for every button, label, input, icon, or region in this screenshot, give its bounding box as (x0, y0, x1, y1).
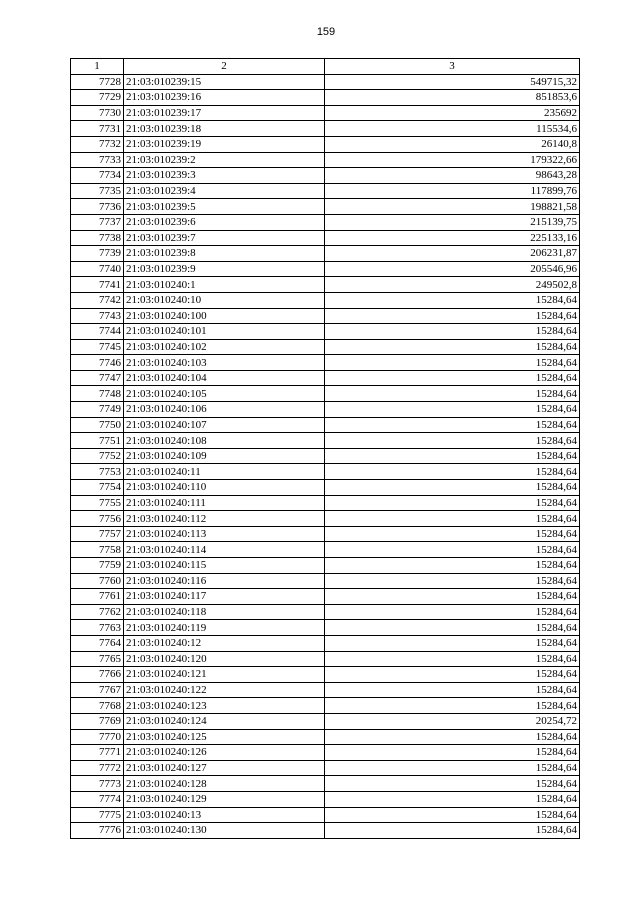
cadastral-number-cell: 21:03:010240:123 (124, 698, 325, 714)
cadastral-number-cell: 21:03:010240:122 (124, 682, 325, 698)
cadastral-number-cell: 21:03:010240:112 (124, 511, 325, 527)
cadastral-number-cell: 21:03:010240:107 (124, 417, 325, 433)
row-number-cell: 7730 (71, 105, 124, 121)
cadastral-number-cell: 21:03:010240:1 (124, 277, 325, 293)
value-cell: 15284,64 (325, 667, 580, 683)
table-row (71, 791, 580, 807)
table-row (71, 823, 580, 839)
table-row (71, 90, 580, 106)
value-cell: 15284,64 (325, 324, 580, 340)
value-cell: 15284,64 (325, 776, 580, 792)
value-cell: 15284,64 (325, 292, 580, 308)
value-cell: 15284,64 (325, 433, 580, 449)
row-number-cell: 7752 (71, 448, 124, 464)
table-row (71, 604, 580, 620)
value-cell: 249502,8 (325, 277, 580, 293)
value-cell: 26140,8 (325, 136, 580, 152)
table-row (71, 417, 580, 433)
cadastral-number-cell: 21:03:010240:125 (124, 729, 325, 745)
cadastral-number-cell: 21:03:010239:19 (124, 136, 325, 152)
row-number-cell: 7732 (71, 136, 124, 152)
row-number-cell: 7760 (71, 573, 124, 589)
row-number-cell: 7770 (71, 729, 124, 745)
cadastral-number-cell: 21:03:010240:128 (124, 776, 325, 792)
value-cell: 15284,64 (325, 308, 580, 324)
value-cell: 206231,87 (325, 246, 580, 262)
table-row (71, 495, 580, 511)
row-number-cell: 7769 (71, 713, 124, 729)
table-row (71, 511, 580, 527)
cadastral-number-cell: 21:03:010240:124 (124, 713, 325, 729)
table-row (71, 542, 580, 558)
table-row (71, 214, 580, 230)
value-cell: 179322,66 (325, 152, 580, 168)
cadastral-number-cell: 21:03:010240:106 (124, 402, 325, 418)
table-row (71, 807, 580, 823)
table-row (71, 386, 580, 402)
row-number-cell: 7755 (71, 495, 124, 511)
cadastral-number-cell: 21:03:010240:113 (124, 526, 325, 542)
row-number-cell: 7729 (71, 90, 124, 106)
row-number-cell: 7743 (71, 308, 124, 324)
cadastral-number-cell: 21:03:010240:11 (124, 464, 325, 480)
cadastral-number-cell: 21:03:010239:3 (124, 168, 325, 184)
header-col-2: 2 (124, 59, 325, 75)
table-row (71, 526, 580, 542)
value-cell: 851853,6 (325, 90, 580, 106)
cadastral-value-table (70, 58, 580, 839)
cadastral-number-cell: 21:03:010240:102 (124, 339, 325, 355)
table-row (71, 355, 580, 371)
value-cell: 215139,75 (325, 214, 580, 230)
row-number-cell: 7748 (71, 386, 124, 402)
cadastral-number-cell: 21:03:010239:7 (124, 230, 325, 246)
table-row (71, 402, 580, 418)
table-row (71, 682, 580, 698)
cadastral-number-cell: 21:03:010239:4 (124, 183, 325, 199)
value-cell: 15284,64 (325, 386, 580, 402)
cadastral-number-cell: 21:03:010240:105 (124, 386, 325, 402)
table-row (71, 760, 580, 776)
table-row (71, 480, 580, 496)
row-number-cell: 7767 (71, 682, 124, 698)
table-row (71, 776, 580, 792)
table-row (71, 745, 580, 761)
row-number-cell: 7764 (71, 635, 124, 651)
cadastral-number-cell: 21:03:010240:12 (124, 635, 325, 651)
table-body (71, 74, 580, 838)
table-row (71, 464, 580, 480)
row-number-cell: 7772 (71, 760, 124, 776)
value-cell: 15284,64 (325, 682, 580, 698)
table-row (71, 168, 580, 184)
cadastral-number-cell: 21:03:010239:18 (124, 121, 325, 137)
cadastral-number-cell: 21:03:010239:16 (124, 90, 325, 106)
row-number-cell: 7757 (71, 526, 124, 542)
value-cell: 15284,64 (325, 417, 580, 433)
cadastral-number-cell: 21:03:010240:116 (124, 573, 325, 589)
table-row (71, 558, 580, 574)
cadastral-number-cell: 21:03:010240:110 (124, 480, 325, 496)
table-row (71, 589, 580, 605)
value-cell: 15284,64 (325, 823, 580, 839)
header-col-3: 3 (325, 59, 580, 75)
row-number-cell: 7736 (71, 199, 124, 215)
cadastral-number-cell: 21:03:010240:108 (124, 433, 325, 449)
value-cell: 15284,64 (325, 464, 580, 480)
cadastral-number-cell: 21:03:010239:17 (124, 105, 325, 121)
table-row (71, 698, 580, 714)
table-row (71, 448, 580, 464)
table-row (71, 573, 580, 589)
value-cell: 15284,64 (325, 635, 580, 651)
table-row (71, 121, 580, 137)
cadastral-number-cell: 21:03:010240:101 (124, 324, 325, 340)
value-cell: 15284,64 (325, 542, 580, 558)
row-number-cell: 7761 (71, 589, 124, 605)
row-number-cell: 7733 (71, 152, 124, 168)
value-cell: 98643,28 (325, 168, 580, 184)
value-cell: 15284,64 (325, 589, 580, 605)
row-number-cell: 7749 (71, 402, 124, 418)
table-row (71, 667, 580, 683)
table-row (71, 651, 580, 667)
value-cell: 198821,58 (325, 199, 580, 215)
cadastral-number-cell: 21:03:010240:111 (124, 495, 325, 511)
row-number-cell: 7762 (71, 604, 124, 620)
row-number-cell: 7731 (71, 121, 124, 137)
value-cell: 15284,64 (325, 745, 580, 761)
value-cell: 15284,64 (325, 339, 580, 355)
row-number-cell: 7773 (71, 776, 124, 792)
cadastral-number-cell: 21:03:010240:10 (124, 292, 325, 308)
cadastral-number-cell: 21:03:010240:117 (124, 589, 325, 605)
cadastral-number-cell: 21:03:010239:8 (124, 246, 325, 262)
value-cell: 15284,64 (325, 698, 580, 714)
table-row (71, 136, 580, 152)
value-cell: 15284,64 (325, 402, 580, 418)
value-cell: 15284,64 (325, 604, 580, 620)
row-number-cell: 7766 (71, 667, 124, 683)
cadastral-number-cell: 21:03:010239:5 (124, 199, 325, 215)
table-row (71, 292, 580, 308)
row-number-cell: 7774 (71, 791, 124, 807)
table-row (71, 370, 580, 386)
value-cell: 115534,6 (325, 121, 580, 137)
table-row (71, 246, 580, 262)
cadastral-number-cell: 21:03:010240:127 (124, 760, 325, 776)
cadastral-number-cell: 21:03:010240:103 (124, 355, 325, 371)
row-number-cell: 7776 (71, 823, 124, 839)
row-number-cell: 7747 (71, 370, 124, 386)
cadastral-number-cell: 21:03:010239:9 (124, 261, 325, 277)
cadastral-number-cell: 21:03:010240:126 (124, 745, 325, 761)
value-cell: 549715,32 (325, 74, 580, 90)
value-cell: 15284,64 (325, 558, 580, 574)
cadastral-number-cell: 21:03:010239:2 (124, 152, 325, 168)
cadastral-number-cell: 21:03:010240:129 (124, 791, 325, 807)
table-row (71, 713, 580, 729)
cadastral-number-cell: 21:03:010240:104 (124, 370, 325, 386)
table-row (71, 183, 580, 199)
row-number-cell: 7746 (71, 355, 124, 371)
row-number-cell: 7771 (71, 745, 124, 761)
table-row (71, 339, 580, 355)
value-cell: 15284,64 (325, 511, 580, 527)
value-cell: 225133,16 (325, 230, 580, 246)
value-cell: 205546,96 (325, 261, 580, 277)
cadastral-number-cell: 21:03:010240:109 (124, 448, 325, 464)
table-row (71, 620, 580, 636)
row-number-cell: 7745 (71, 339, 124, 355)
value-cell: 15284,64 (325, 620, 580, 636)
value-cell: 15284,64 (325, 480, 580, 496)
value-cell: 15284,64 (325, 760, 580, 776)
row-number-cell: 7758 (71, 542, 124, 558)
row-number-cell: 7734 (71, 168, 124, 184)
row-number-cell: 7763 (71, 620, 124, 636)
table-row (71, 152, 580, 168)
header-col-1: 1 (71, 59, 124, 75)
value-cell: 15284,64 (325, 370, 580, 386)
row-number-cell: 7759 (71, 558, 124, 574)
row-number-cell: 7756 (71, 511, 124, 527)
cadastral-number-cell: 21:03:010239:15 (124, 74, 325, 90)
row-number-cell: 7737 (71, 214, 124, 230)
row-number-cell: 7739 (71, 246, 124, 262)
table-row (71, 277, 580, 293)
cadastral-number-cell: 21:03:010240:130 (124, 823, 325, 839)
value-cell: 15284,64 (325, 448, 580, 464)
value-cell: 15284,64 (325, 651, 580, 667)
row-number-cell: 7735 (71, 183, 124, 199)
cadastral-number-cell: 21:03:010240:13 (124, 807, 325, 823)
cadastral-number-cell: 21:03:010240:118 (124, 604, 325, 620)
value-cell: 15284,64 (325, 791, 580, 807)
row-number-cell: 7742 (71, 292, 124, 308)
row-number-cell: 7741 (71, 277, 124, 293)
value-cell: 15284,64 (325, 807, 580, 823)
table-row (71, 105, 580, 121)
page-number: 159 (316, 26, 336, 38)
row-number-cell: 7775 (71, 807, 124, 823)
row-number-cell: 7768 (71, 698, 124, 714)
row-number-cell: 7740 (71, 261, 124, 277)
row-number-cell: 7754 (71, 480, 124, 496)
value-cell: 15284,64 (325, 526, 580, 542)
cadastral-number-cell: 21:03:010240:100 (124, 308, 325, 324)
table-row (71, 261, 580, 277)
cadastral-number-cell: 21:03:010240:115 (124, 558, 325, 574)
row-number-cell: 7728 (71, 74, 124, 90)
row-number-cell: 7750 (71, 417, 124, 433)
value-cell: 117899,76 (325, 183, 580, 199)
row-number-cell: 7738 (71, 230, 124, 246)
row-number-cell: 7744 (71, 324, 124, 340)
cadastral-number-cell: 21:03:010239:6 (124, 214, 325, 230)
value-cell: 15284,64 (325, 495, 580, 511)
cadastral-number-cell: 21:03:010240:114 (124, 542, 325, 558)
row-number-cell: 7751 (71, 433, 124, 449)
table-row (71, 308, 580, 324)
value-cell: 15284,64 (325, 729, 580, 745)
table-row (71, 635, 580, 651)
table-header-row (71, 59, 580, 75)
row-number-cell: 7753 (71, 464, 124, 480)
cadastral-number-cell: 21:03:010240:119 (124, 620, 325, 636)
value-cell: 20254,72 (325, 713, 580, 729)
table-row (71, 230, 580, 246)
table-row (71, 324, 580, 340)
value-cell: 235692 (325, 105, 580, 121)
cadastral-number-cell: 21:03:010240:120 (124, 651, 325, 667)
table-row (71, 433, 580, 449)
row-number-cell: 7765 (71, 651, 124, 667)
table-row (71, 729, 580, 745)
value-cell: 15284,64 (325, 355, 580, 371)
table-row (71, 74, 580, 90)
value-cell: 15284,64 (325, 573, 580, 589)
table-row (71, 199, 580, 215)
cadastral-number-cell: 21:03:010240:121 (124, 667, 325, 683)
